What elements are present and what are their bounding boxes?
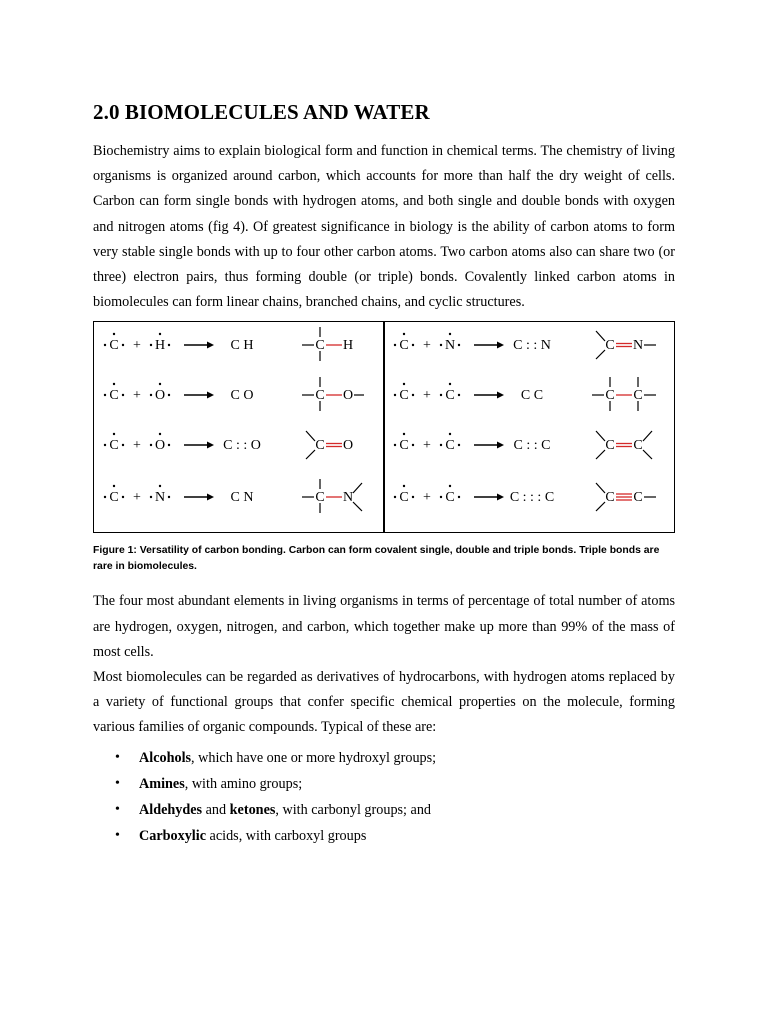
electron-dot — [104, 496, 106, 498]
reactant-partner: C — [445, 438, 455, 454]
bond-stub — [596, 350, 605, 359]
electron-dot — [159, 433, 161, 435]
list-item-text: , with amino groups; — [184, 775, 303, 792]
plus-sign: + — [133, 338, 141, 354]
product-lewis: C : : N — [513, 338, 551, 354]
electron-dot — [122, 394, 124, 396]
list-item — [93, 797, 675, 823]
list-item-text: acids, with carboxyl groups — [206, 827, 367, 844]
reactant-partner: O — [154, 388, 166, 404]
abundance-paragraph: The four most abundant elements in living organisms in terms of percentage of total number of atoms are hydrogen, oxygen, nitrogen, and carbon, which together make up more than 99% of the mass of most cells. — [93, 593, 675, 660]
plus-sign: + — [133, 438, 141, 454]
reaction-arrow-head — [497, 342, 504, 349]
structure-partner: O — [342, 388, 354, 404]
electron-dot — [168, 444, 170, 446]
document-page — [93, 100, 675, 849]
structure-partner: N — [342, 490, 354, 506]
electron-dot — [412, 444, 414, 446]
electron-dot — [449, 485, 451, 487]
product-lewis: C N — [230, 490, 254, 506]
electron-dot — [394, 444, 396, 446]
reactant-partner: O — [154, 438, 166, 454]
electron-dot — [150, 496, 152, 498]
reactant-carbon: C — [109, 388, 119, 404]
list-item-term: Aldehydes — [139, 801, 203, 818]
figure-divider — [383, 322, 385, 532]
reaction-arrow-head — [497, 494, 504, 501]
list-item-term: Carboxylic — [139, 827, 206, 844]
structure-carbon: C — [315, 338, 325, 354]
electron-dot — [168, 344, 170, 346]
electron-dot — [458, 394, 460, 396]
list-item — [93, 771, 675, 797]
reactant-partner: H — [154, 338, 166, 354]
electron-dot — [394, 394, 396, 396]
electron-dot — [159, 485, 161, 487]
reaction-arrow-head — [207, 494, 214, 501]
electron-dot — [440, 444, 442, 446]
electron-dot — [449, 333, 451, 335]
figure-caption: Figure 1: Versatility of carbon bonding. Carbon can form covalent single, double and triple bonds. Triple bonds are rare in biomolecules. — [93, 545, 660, 573]
electron-dot — [168, 394, 170, 396]
list-item — [93, 823, 675, 849]
product-lewis: C : : O — [223, 438, 261, 454]
list-item-text: , with carbonyl groups; and — [275, 801, 432, 818]
structure-partner: N — [632, 338, 644, 354]
carbon-bonding-figure — [93, 321, 675, 533]
plus-sign: + — [423, 490, 431, 506]
electron-dot — [403, 485, 405, 487]
electron-dot — [449, 433, 451, 435]
reactant-carbon: C — [109, 338, 119, 354]
electron-dot — [403, 383, 405, 385]
product-lewis: C : : C — [513, 438, 551, 454]
reactant-carbon: C — [109, 438, 119, 454]
electron-dot — [449, 383, 451, 385]
electron-dot — [113, 433, 115, 435]
electron-dot — [159, 333, 161, 335]
structure-partner: H — [342, 338, 354, 354]
reaction-arrow-head — [207, 392, 214, 399]
bond-stub — [306, 450, 315, 459]
reactant-carbon: C — [399, 388, 409, 404]
bond-stub — [353, 502, 362, 511]
electron-dot — [412, 394, 414, 396]
structure-partner: C — [633, 490, 643, 506]
plus-sign: + — [423, 388, 431, 404]
reactant-carbon: C — [109, 490, 119, 506]
bullet-icon: • — [115, 775, 120, 791]
bullet-icon: • — [115, 749, 120, 765]
electron-dot — [394, 496, 396, 498]
electron-dot — [113, 383, 115, 385]
electron-dot — [122, 444, 124, 446]
electron-dot — [150, 394, 152, 396]
list-item — [93, 745, 675, 771]
product-lewis: C O — [230, 388, 254, 404]
electron-dot — [168, 496, 170, 498]
reactant-partner: C — [445, 388, 455, 404]
electron-dot — [113, 485, 115, 487]
reactant-partner: C — [445, 490, 455, 506]
electron-dot — [104, 394, 106, 396]
hydrocarbons-paragraph: Most biomolecules can be regarded as derivatives of hydrocarbons, with hydrogen atoms replaced by a variety of functional groups that confer specific chemical properties on the molecule, forming various families of organic compounds. Typical of these are: — [93, 669, 675, 736]
reactant-carbon: C — [399, 438, 409, 454]
reactant-carbon: C — [399, 338, 409, 354]
structure-carbon: C — [605, 388, 615, 404]
bond-stub — [306, 431, 315, 441]
electron-dot — [403, 333, 405, 335]
plus-sign: + — [133, 490, 141, 506]
plus-sign: + — [423, 438, 431, 454]
bond-stub — [596, 450, 605, 459]
electron-dot — [122, 344, 124, 346]
electron-dot — [412, 496, 414, 498]
electron-dot — [104, 344, 106, 346]
reactant-carbon: C — [399, 490, 409, 506]
structure-carbon: C — [315, 438, 325, 454]
electron-dot — [458, 496, 460, 498]
electron-dot — [122, 496, 124, 498]
structure-partner: C — [633, 388, 643, 404]
electron-dot — [440, 394, 442, 396]
reaction-arrow-head — [497, 392, 504, 399]
bond-stub — [596, 431, 605, 441]
electron-dot — [159, 383, 161, 385]
bond-stub — [643, 450, 652, 459]
electron-dot — [113, 333, 115, 335]
electron-dot — [412, 344, 414, 346]
bullet-icon: • — [115, 827, 120, 843]
bond-stub — [353, 483, 362, 493]
reactant-partner: N — [154, 490, 166, 506]
intro-paragraph: Biochemistry aims to explain biological form and function in chemical terms. The chemistry of living organisms is organized around carbon, which accounts for more than half the dry weight of cells. Carbon can form single bonds with hydrogen atoms, and both single and double bonds with oxygen and nitrogen atoms (fig 4). Of greatest significance in biology is the ability of carbon atoms to form very stable single bonds with up to four other carbon atoms. Two carbon atoms also can share two (or three) electron pairs, thus forming double (or triple) bonds. Covalently linked carbon atoms in biomolecules can form linear chains, branched chains, and cyclic structures. — [93, 143, 675, 311]
electron-dot — [458, 444, 460, 446]
plus-sign: + — [133, 388, 141, 404]
list-item-text: , which have one or more hydroxyl groups; — [191, 749, 437, 766]
electron-dot — [150, 344, 152, 346]
structure-partner: C — [633, 438, 643, 454]
electron-dot — [150, 444, 152, 446]
bullet-icon: • — [115, 801, 120, 817]
product-lewis: C : : : C — [509, 490, 555, 506]
bond-stub — [643, 431, 652, 441]
electron-dot — [104, 444, 106, 446]
reaction-arrow-head — [497, 442, 504, 449]
functional-groups-list — [93, 745, 675, 849]
structure-partner: O — [342, 438, 354, 454]
list-item-text: and — [202, 801, 230, 818]
electron-dot — [394, 344, 396, 346]
list-item-term: Amines — [139, 775, 185, 792]
structure-carbon: C — [605, 490, 615, 506]
section-heading: 2.0 BIOMOLECULES AND WATER — [93, 100, 430, 124]
electron-dot — [440, 496, 442, 498]
reaction-arrow-head — [207, 442, 214, 449]
structure-carbon: C — [315, 388, 325, 404]
electron-dot — [458, 344, 460, 346]
structure-carbon: C — [315, 490, 325, 506]
reaction-arrow-head — [207, 342, 214, 349]
list-item-term: ketones — [229, 801, 276, 818]
electron-dot — [440, 344, 442, 346]
electron-dot — [403, 433, 405, 435]
plus-sign: + — [423, 338, 431, 354]
reactant-partner: N — [444, 338, 456, 354]
structure-carbon: C — [605, 438, 615, 454]
bond-stub — [596, 483, 605, 493]
product-lewis: C H — [230, 338, 254, 354]
product-lewis: C C — [520, 388, 544, 404]
bond-stub — [596, 331, 605, 341]
structure-carbon: C — [605, 338, 615, 354]
list-item-term: Alcohols — [139, 749, 192, 766]
bond-stub — [596, 502, 605, 511]
